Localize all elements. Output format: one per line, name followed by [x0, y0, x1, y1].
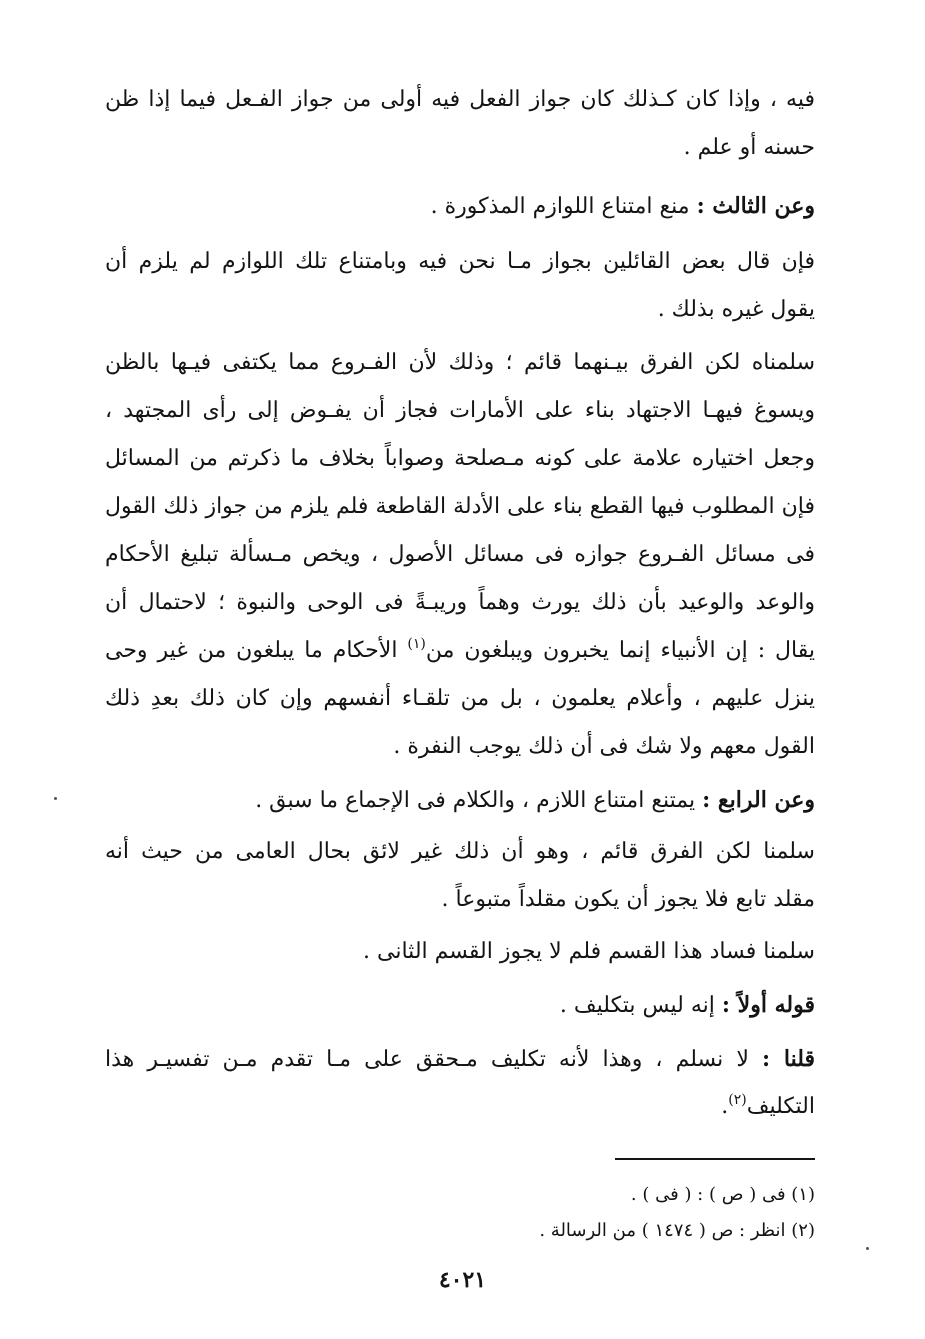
- text-line: سلمناه لكن الفرق بيـنهما قائم ؛ وذلك لأن الفـروع مما يكتفى فيـها بالظن: [105, 350, 815, 375]
- paragraph-qawluhu: [105, 985, 815, 1025]
- text-line: وجعل اختياره علامة على كونه مـصلحة وصواباً بخلاف ما ذكرتم من المسائل: [105, 446, 815, 471]
- text-line: فى مسائل الفـروع جوازه فى مسائل الأصول ، ويخص مـسألة تبليغ الأحكام: [105, 542, 815, 567]
- lead-fourth: وعن الرابع :: [702, 787, 815, 813]
- text-line: فيه ، وإذا كان كـذلك كان جواز الفعل فيه أولى من جواز الفـعل فيما إذا ظن: [105, 87, 815, 112]
- text-line: مقلد تابع فلا يجوز أن يكون مقلداً متبوعاً .: [441, 887, 815, 912]
- footnote-reference: (٢): [728, 1092, 747, 1108]
- text-line: فإن قال بعض القائلين بجواز مـا نحن فيه وبامتناع تلك اللوازم لم يلزم أن: [105, 249, 815, 274]
- text-line: ويسوغ فيهـا الاجتهاد بناء على الأمارات فجاز أن يفـوض إلى رأى المجتهد ،: [105, 398, 815, 423]
- footnote-1: (١) فى ( ص ) : ( فى ) .: [630, 1184, 815, 1205]
- text-segment: يقال : إن الأنبياء إنما يخبرون ويبلغون من: [425, 638, 815, 663]
- text-line: والوعد والوعيد بأن ذلك يورث وهماً وريبـةً فى الوحى والنبوة ؛ لاحتمال أن: [105, 590, 815, 615]
- paragraph-third-answer: [105, 186, 815, 226]
- paragraph-fourth-answer: [105, 780, 815, 820]
- scan-speck: [54, 797, 57, 800]
- footnote-separator: [615, 1158, 815, 1160]
- text-line: حسنه أو علم .: [683, 135, 815, 160]
- text-line-with-reference: [105, 631, 815, 671]
- scan-speck: [866, 1247, 869, 1250]
- footnote-2: (٢) انظر : ص ( ١٤٧٤ ) من الرسالة .: [539, 1220, 815, 1241]
- text-segment: لا نسلم ، وهذا لأنه تكليف مـحقق على مـا تقدم مـن تفسيـر هذا: [105, 1047, 749, 1072]
- lead-qulna: قلنا :: [762, 1046, 815, 1072]
- lead-third: وعن الثالث :: [696, 193, 815, 219]
- paragraph-qulna: [105, 1039, 815, 1079]
- text-line: القول معهم ولا شك فى أن ذلك يوجب النفرة .: [393, 734, 815, 759]
- text-segment: منع امتناع اللوازم المذكورة .: [430, 194, 690, 219]
- text-segment: التكليف: [746, 1094, 815, 1119]
- text-line: ينزل عليهم ، وأعلام يعلمون ، بل من تلقـاء أنفسهم وإن كان ذلك بعدِ ذلك: [105, 686, 815, 711]
- text-segment: .: [721, 1094, 729, 1119]
- page-number: ٤٠٢١: [438, 1267, 487, 1293]
- text-line: فإن المطلوب فيها القطع بناء على الأدلة القاطعة فلم يلزم من جواز ذلك القول: [105, 494, 815, 519]
- text-line: سلمنا لكن الفرق قائم ، وهو أن ذلك غير لائق بحال العامى من حيث أنه: [105, 839, 815, 864]
- lead-qawluhu: قوله أولاً :: [721, 992, 815, 1018]
- text-segment: إنه ليس بتكليف .: [559, 993, 715, 1018]
- footnote-reference: (١): [407, 636, 426, 652]
- text-segment: يمتنع امتناع اللازم ، والكلام فى الإجماع ما سبق .: [255, 788, 696, 813]
- text-line: يقول غيره بذلك .: [657, 297, 815, 322]
- text-segment: الأحكام ما يبلغون من غير وحى: [105, 638, 398, 663]
- text-line-with-reference: [105, 1087, 815, 1127]
- text-line: سلمنا فساد هذا القسم فلم لا يجوز القسم الثانى .: [363, 939, 815, 964]
